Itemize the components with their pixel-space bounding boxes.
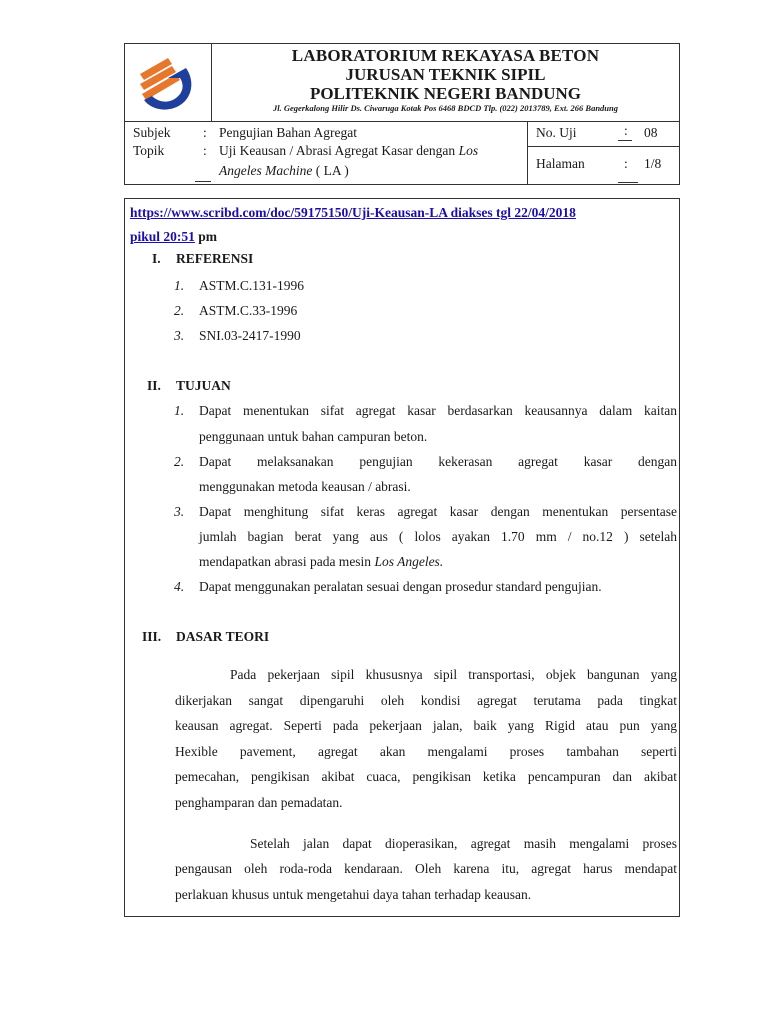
paragraph-line: pengausan oleh roda-roda kendaraan. Oleh karena itu, agregat harus mendapat [175, 861, 677, 876]
logo-cell [125, 44, 212, 121]
tujuan-item-line: Dapat menggunakan peralatan sesuai dengan prosedur standard pengujian. [199, 579, 602, 594]
source-link-line2[interactable]: pikul 20:51 pm [130, 229, 218, 244]
paragraph-line: perlakuan khusus untuk mengetahui daya tahan terhadap keausan. [175, 887, 532, 902]
section-title-tujuan: TUJUAN [176, 378, 231, 393]
list-number: 3. [174, 328, 185, 343]
list-number: 2. [174, 454, 185, 469]
paragraph-line: penghamparan dan pemadatan. [175, 795, 343, 810]
content-box [124, 198, 680, 917]
underline-mark [618, 140, 632, 141]
header-titles [212, 44, 679, 121]
halaman-label: Halaman [536, 156, 585, 171]
reference-item: ASTM.C.131-1996 [199, 278, 305, 293]
subjek-value: Pengujian Bahan Agregat [219, 125, 357, 140]
tujuan-item-line: menggunakan metoda keausan / abrasi. [199, 479, 411, 494]
list-number: 4. [174, 579, 185, 594]
polban-logo [138, 52, 198, 112]
paragraph-line: pemecahan, pengikisan akibat cuaca, pengikisan ketika pencampuran dan akibat [175, 769, 677, 784]
underline-mark [195, 181, 211, 182]
source-link[interactable]: https://www.scribd.com/doc/59175150/Uji-Keausan-LA diakses tgl 22/04/2018 [130, 205, 576, 220]
reference-item: ASTM.C.33-1996 [199, 303, 298, 318]
paragraph-line: Hexible pavement, agregat akan mengalami proses tambahan seperti [175, 744, 677, 759]
topik-label: Topik [133, 143, 165, 158]
tujuan-item-line: Dapat melaksanakan pengujian kekerasan agregat kasar dengan [199, 454, 677, 469]
uji-halaman-cell [528, 122, 679, 184]
tujuan-item-line: Dapat menghitung sifat keras agregat kasar dengan menentukan persentase [199, 504, 677, 519]
document-header [124, 43, 680, 185]
no-uji-value: 08 [644, 125, 658, 140]
lab-title: LABORATORIUM REKAYASA BETON [291, 46, 600, 65]
paragraph-line: dikerjakan sangat dipengaruhi oleh kondisi agregat terutama pada tingkat [175, 693, 677, 708]
paragraph-line: Setelah jalan dapat dioperasikan, agregat masih mengalami proses [250, 836, 677, 851]
no-uji-label: No. Uji [536, 125, 577, 140]
tujuan-item-line: mendapatkan abrasi pada mesin Los Angeles. [199, 554, 444, 569]
colon: : [203, 125, 207, 140]
subject-topic-cell [125, 122, 528, 184]
reference-item: SNI.03-2417-1990 [199, 328, 301, 343]
tujuan-item-line: jumlah bagian berat yang aus ( lolos ayakan 1.70 mm / no.12 ) setelah [199, 529, 677, 544]
paragraph-line: Pada pekerjaan sipil khususnya sipil transportasi, objek bangunan yang [230, 667, 677, 682]
section-number: II. [147, 378, 161, 393]
subjek-label: Subjek [133, 125, 171, 140]
section-title-referensi: REFERENSI [176, 251, 254, 266]
halaman-value: 1/8 [644, 156, 662, 171]
list-number: 3. [174, 504, 185, 519]
dept-title: JURUSAN TEKNIK SIPIL [345, 65, 546, 84]
school-title: POLITEKNIK NEGERI BANDUNG [309, 84, 582, 103]
address-line: Jl. Gegerkalong Hilir Ds. Ciwaruga Kotak Pos 6468 BDCD Tlp. (022) 2013789, Ext. 266 Bandung [273, 103, 618, 113]
list-number: 1. [174, 278, 185, 293]
underline-mark [618, 182, 638, 183]
section-title-dasar-teori: DASAR TEORI [176, 629, 270, 644]
topik-value-line1: Uji Keausan / Abrasi Agregat Kasar dengan Los [219, 143, 479, 158]
paragraph-line: keausan agregat. Seperti pada pekerjaan jalan, baik yang Rigid atau pun yang [175, 718, 677, 733]
colon: : [624, 156, 628, 171]
topik-value-line2: Angeles Machine ( LA ) [219, 163, 349, 178]
tujuan-item-line: Dapat menentukan sifat agregat kasar berdasarkan keausannya dalam kaitan [199, 403, 677, 418]
list-number: 2. [174, 303, 185, 318]
colon: : [203, 143, 207, 158]
list-number: 1. [174, 403, 185, 418]
cell-divider [528, 146, 679, 147]
section-number: III. [142, 629, 162, 644]
colon: : [624, 123, 628, 138]
tujuan-item-line: penggunaan untuk bahan campuran beton. [199, 429, 428, 444]
section-number: I. [152, 251, 161, 266]
